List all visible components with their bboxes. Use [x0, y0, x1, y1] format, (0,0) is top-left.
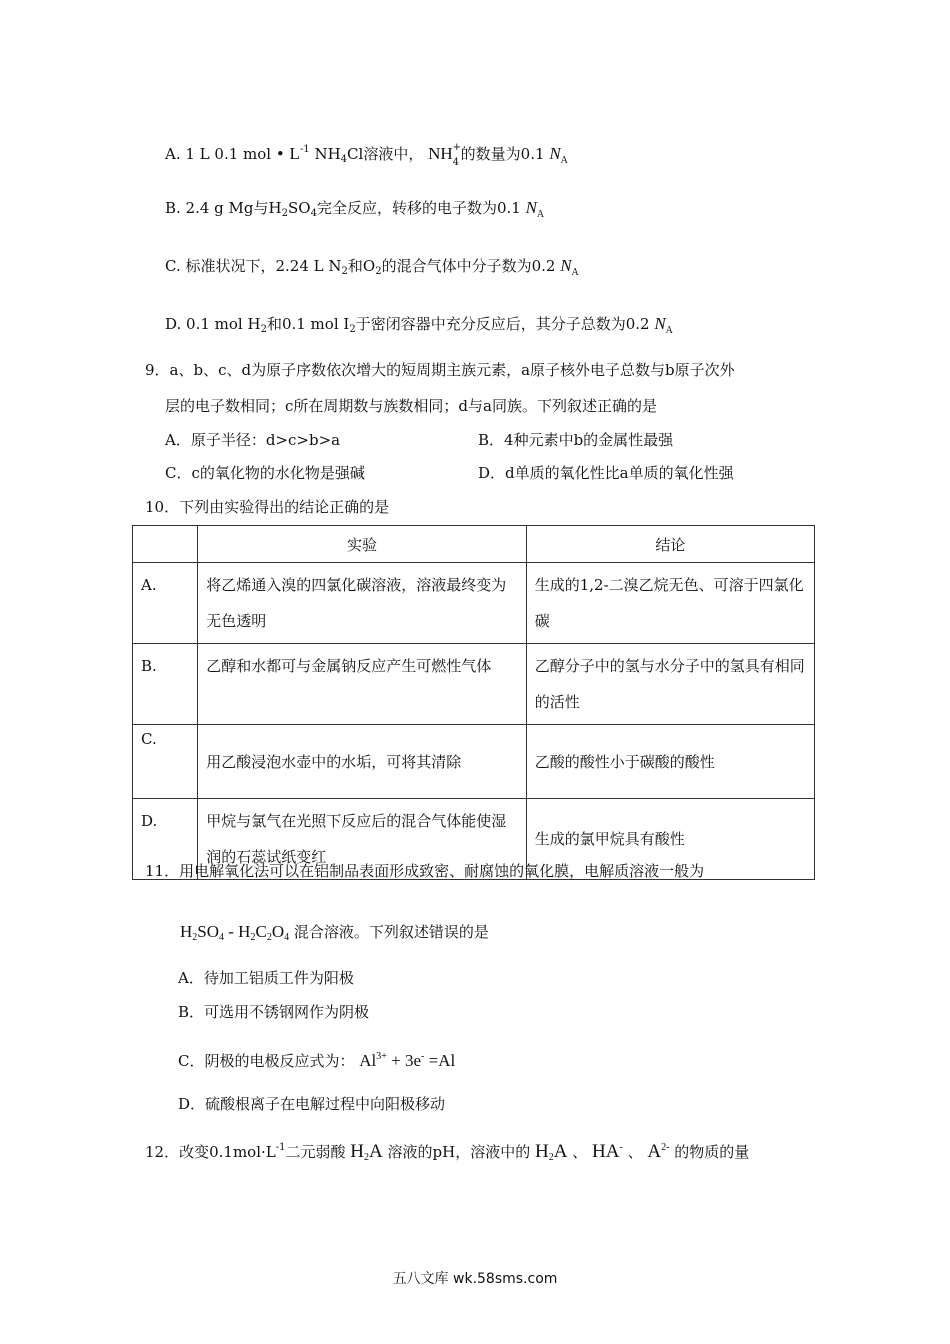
footer-watermark: 五八文库 wk.58sms.com [392, 1271, 558, 1287]
q8-option-c: C. 标准状况下，2.24 L $N_2$和$O_2$的混合气体中分子数为0.2 $N_A$ [165, 256, 579, 278]
row-conclusion: 乙酸的酸性小于碳酸的酸性 [526, 725, 814, 799]
q11-stem-line2: $H_2SO_4 - H_2C_2O_4$ 混合溶液。下列叙述错误的是 [180, 922, 489, 943]
row-label: D. [133, 799, 198, 880]
table-row [133, 725, 815, 799]
q9-stem-line1: 9．a、b、c、d为原子序数依次增大的短周期主族元素，a原子核外电子总数与b原子次外 [145, 361, 735, 379]
q8-option-d: D. 0.1 mol $H_2$和0.1 mol $I_2$于密闭容器中充分反应后，其分子总数为0.2 $N_A$ [165, 314, 673, 336]
q9-option-c: C．c的氧化物的水化物是强碱 [165, 464, 365, 482]
q11-option-d: D．硫酸根离子在电解过程中向阳极移动 [178, 1095, 446, 1113]
table-header-label [133, 526, 198, 563]
table-header-row [133, 526, 815, 563]
row-experiment: 乙醇和水都可与金属钠反应产生可燃性气体 [198, 644, 526, 725]
row-experiment: 甲烷与氯气在光照下反应后的混合气体能使湿润的石蕊试纸变红 [198, 799, 526, 880]
q8-option-b: B. 2.4 g Mg与$H_2SO_4$完全反应，转移的电子数为0.1 $N_A$ [165, 198, 545, 220]
q12-stem: 12．改变$0.1mol\cdot L^{-1}$二元弱酸 $H_2A$ 溶液的pH，溶液中的 $H_2A$ 、 HA- 、 $A^{2-}$ 的物质的量 [145, 1141, 750, 1163]
row-conclusion: 生成的氯甲烷具有酸性 [526, 799, 814, 880]
row-label: A. [133, 563, 198, 644]
row-experiment: 用乙酸浸泡水壶中的水垢，可将其清除 [198, 725, 526, 799]
q10-table [132, 525, 815, 880]
q9-stem-line2: 层的电子数相同；c所在周期数与族数相同；d与a同族。下列叙述正确的是 [165, 397, 657, 415]
q11-option-a: A．待加工铝质工件为阳极 [178, 969, 354, 987]
q9-option-b: B．4种元素中b的金属性最强 [478, 431, 674, 449]
q11-formula: $H_2SO_4 - H_2C_2O_4$ [180, 922, 290, 943]
q9-option-a: A．原子半径：d>c>b>a [165, 431, 341, 449]
row-label: C. [133, 725, 198, 799]
row-conclusion: 乙醇分子中的氢与水分子中的氢具有相同的活性 [526, 644, 814, 725]
q11-stem-line1: 11．用电解氧化法可以在铝制品表面形成致密、耐腐蚀的氧化膜，电解质溶液一般为 [145, 862, 705, 880]
q10-stem: 10．下列由实验得出的结论正确的是 [145, 498, 390, 516]
q11-option-c: C．阴极的电极反应式为： $Al^{3+} + 3e^- =Al$ [178, 1051, 456, 1070]
table-row [133, 563, 815, 644]
q11-option-b: B．可选用不锈钢网作为阴极 [178, 1003, 370, 1021]
row-label: B. [133, 644, 198, 725]
table-header-experiment: 实验 [198, 526, 526, 563]
table-row [133, 644, 815, 725]
row-conclusion: 生成的1,2-二溴乙烷无色、可溶于四氯化碳 [526, 563, 814, 644]
q8-option-a: A. 1 L 0.1 mol • $L^{-1}$ $NH_4Cl$溶液中， NH + 4 的数量为0.1 $N_A$ [165, 142, 568, 168]
q9-option-d: D．d单质的氧化性比a单质的氧化性强 [478, 464, 734, 482]
table-header-conclusion: 结论 [526, 526, 814, 563]
row-experiment: 将乙烯通入溴的四氯化碳溶液，溶液最终变为无色透明 [198, 563, 526, 644]
